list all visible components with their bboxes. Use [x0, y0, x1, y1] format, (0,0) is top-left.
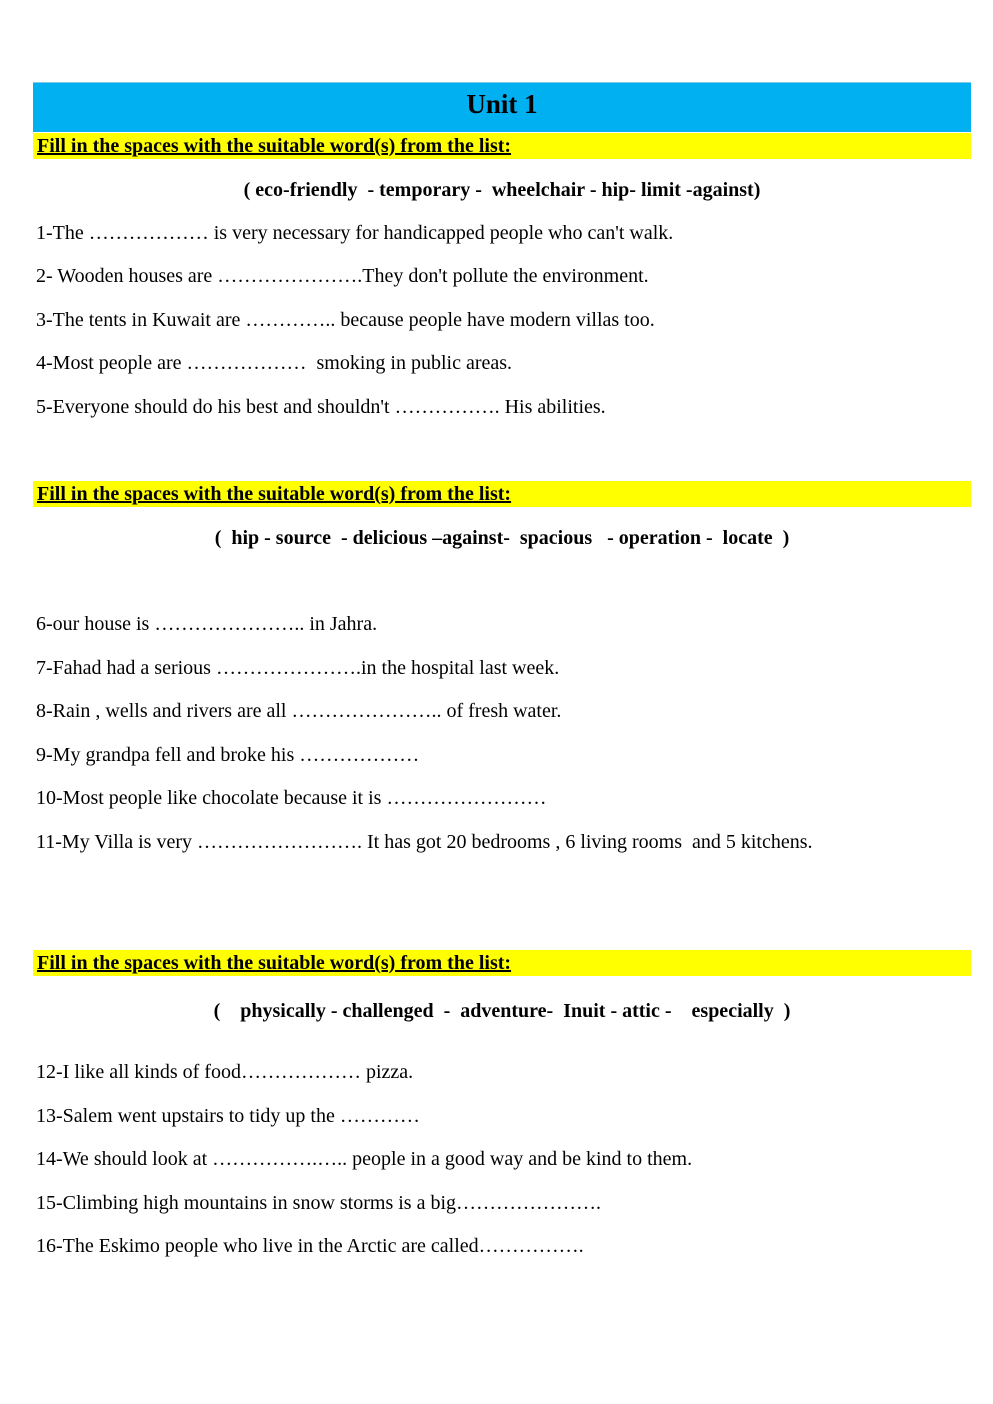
question-8: 8-Rain , wells and rivers are all ………………….. of fresh water.	[36, 700, 562, 722]
word-list-2: ( hip - source - delicious –against- spacious - operation - locate )	[214, 527, 790, 549]
question-12: 12-I like all kinds of food……………… pizza.	[36, 1061, 414, 1083]
question-15: 15-Climbing high mountains in snow storms is a big………………….	[36, 1192, 602, 1214]
instruction-bar-1	[33, 133, 971, 159]
question-10: 10-Most people like chocolate because it is ……………………	[36, 787, 547, 809]
question-11: 11-My Villa is very ……………………. It has got 20 bedrooms , 6 living rooms and 5 kitchens.	[36, 831, 813, 853]
instruction-text-3: Fill in the spaces with the suitable word(s) from the list:	[37, 952, 512, 974]
question-14: 14-We should look at …………….….. people in a good way and be kind to them.	[36, 1148, 693, 1170]
instruction-bar-2	[33, 481, 971, 507]
word-list-1: ( eco-friendly - temporary - wheelchair - hip- limit -against)	[243, 179, 761, 201]
question-13: 13-Salem went upstairs to tidy up the …………	[36, 1105, 420, 1127]
instruction-text-1: Fill in the spaces with the suitable word(s) from the list:	[37, 135, 512, 157]
question-16: 16-The Eskimo people who live in the Arctic are called…………….	[36, 1235, 584, 1257]
question-3: 3-The tents in Kuwait are ………….. because people have modern villas too.	[36, 309, 655, 331]
question-2: 2- Wooden houses are ………………….They don't pollute the environment.	[36, 265, 649, 287]
instruction-bar-3	[33, 950, 971, 976]
question-9: 9-My grandpa fell and broke his ………………	[36, 744, 420, 766]
unit-title-bar	[33, 82, 971, 132]
question-4: 4-Most people are ……………… smoking in public areas.	[36, 352, 513, 374]
question-7: 7-Fahad had a serious ………………….in the hospital last week.	[36, 657, 560, 679]
unit-title: Unit 1	[466, 89, 538, 119]
question-5: 5-Everyone should do his best and shouldn't ……………. His abilities.	[36, 396, 606, 418]
word-list-3: ( physically - challenged - adventure- Inuit - attic - especially )	[213, 1000, 791, 1022]
question-1: 1-The ……………… is very necessary for handicapped people who can't walk.	[36, 222, 674, 244]
instruction-text-2: Fill in the spaces with the suitable word(s) from the list:	[37, 483, 512, 505]
question-6: 6-our house is ………………….. in Jahra.	[36, 613, 378, 635]
